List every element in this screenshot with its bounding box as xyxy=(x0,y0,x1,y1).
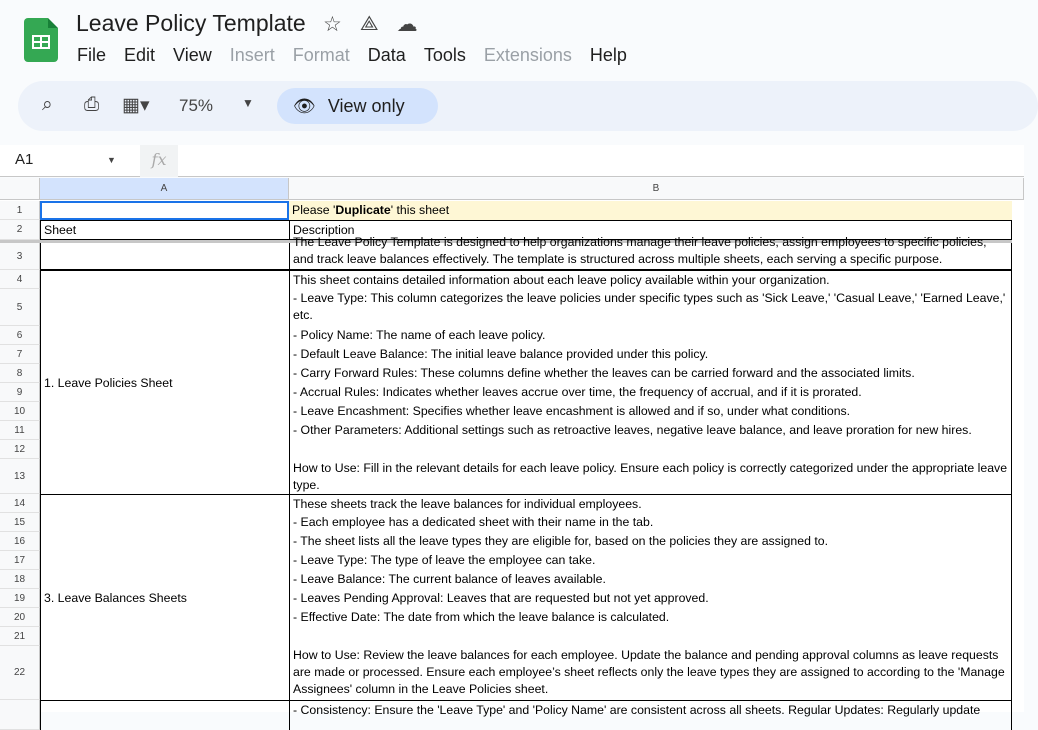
cell-b[interactable]: How to Use: Fill in the relevant details for each leave policy. Ensure each policy is correctly categorized under the appropriate leave type. xyxy=(289,459,1012,494)
cell-b[interactable]: - Leave Balance: The current balance of leaves available. xyxy=(289,570,1012,589)
row-header[interactable]: 17 xyxy=(0,551,40,570)
cell-b[interactable] xyxy=(289,627,1012,646)
menu-bar xyxy=(77,45,645,66)
cell-b[interactable]: - Other Parameters: Additional settings such as retroactive leaves, negative leave balance, and leave proration for new hires. xyxy=(289,421,1012,440)
cell-b[interactable]: - Carry Forward Rules: These columns define whether the leaves can be carried forward and the associated limits. xyxy=(289,364,1012,383)
row-header[interactable]: 5 xyxy=(0,289,40,326)
cell-a-leave-balances[interactable]: 3. Leave Balances Sheets xyxy=(40,494,289,700)
menu-view[interactable]: View xyxy=(173,45,212,65)
name-box[interactable]: A1 xyxy=(15,151,34,168)
row-header[interactable]: 16 xyxy=(0,532,40,551)
row-header[interactable]: 1 xyxy=(0,201,40,220)
row-header[interactable]: 4 xyxy=(0,270,40,289)
table-row xyxy=(0,201,1012,220)
spreadsheet-grid[interactable] xyxy=(0,178,1024,717)
select-all-corner[interactable] xyxy=(0,178,40,200)
row-header[interactable]: 21 xyxy=(0,627,40,646)
cell-b[interactable]: This sheet contains detailed information about each leave policy available within your organization. xyxy=(289,270,1012,289)
row-header[interactable] xyxy=(0,700,40,730)
search-icon[interactable]: ⌕ xyxy=(42,94,53,115)
cell-a2[interactable]: Sheet xyxy=(40,220,289,240)
cell-b[interactable]: These sheets track the leave balances for individual employees. xyxy=(289,494,1012,513)
row-header[interactable]: 15 xyxy=(0,513,40,532)
cell-a1[interactable] xyxy=(40,201,289,220)
row-header[interactable]: 8 xyxy=(0,364,40,383)
calculator-icon[interactable]: ▦▾ xyxy=(122,95,150,116)
cell-b[interactable]: - Leave Type: The type of leave the employee can take. xyxy=(289,551,1012,570)
cell-a[interactable] xyxy=(40,700,289,730)
row-header[interactable]: 3 xyxy=(0,243,40,270)
row-header[interactable]: 22 xyxy=(0,646,40,700)
menu-help[interactable]: Help xyxy=(589,45,627,65)
row-header[interactable]: 9 xyxy=(0,383,40,402)
menu-file[interactable]: File xyxy=(77,45,107,65)
cell-a-leave-policies[interactable]: 1. Leave Policies Sheet xyxy=(40,270,289,494)
move-to-drive-icon[interactable]: ⟁ xyxy=(359,12,379,35)
cell-b[interactable]: - Each employee has a dedicated sheet with their name in the tab. xyxy=(289,513,1012,532)
menu-tools[interactable]: Tools xyxy=(423,45,466,65)
table-row xyxy=(0,235,1012,270)
menu-extensions[interactable]: Extensions xyxy=(483,45,572,65)
cell-b3[interactable]: The Leave Policy Template is designed to help organizations manage their leave policies, assign employees to specific policies, and track leave balances effectively. The template is structured across multiple sheets, each serving a specific purpose. xyxy=(289,243,1012,270)
column-header-a[interactable]: A xyxy=(40,178,289,200)
row-header[interactable]: 2 xyxy=(0,220,40,240)
cell-b[interactable]: - Effective Date: The date from which the leave balance is calculated. xyxy=(289,608,1012,627)
cell-b[interactable]: - Policy Name: The name of each leave policy. xyxy=(289,326,1012,345)
formula-bar xyxy=(0,145,1024,177)
cell-b[interactable]: - Leave Type: This column categorizes the leave policies under specific types such as 'Sick Leave,' 'Casual Leave,' 'Earned Leave,' etc. xyxy=(289,289,1012,326)
row-header[interactable]: 18 xyxy=(0,570,40,589)
chevron-down-icon[interactable]: ▼ xyxy=(107,155,116,165)
cell-b[interactable]: - Leaves Pending Approval: Leaves that are requested but not yet approved. xyxy=(289,589,1012,608)
cell-b[interactable]: - Accrual Rules: Indicates whether leaves accrue over time, the frequency of accrual, and if it is prorated. xyxy=(289,383,1012,402)
row-header[interactable]: 10 xyxy=(0,402,40,421)
menu-data[interactable]: Data xyxy=(367,45,406,65)
row-header[interactable]: 14 xyxy=(0,494,40,513)
sheets-logo[interactable] xyxy=(24,18,58,62)
cell-b2[interactable]: Description xyxy=(289,220,1012,240)
menu-format[interactable]: Format xyxy=(292,45,350,65)
row-header[interactable]: 11 xyxy=(0,421,40,440)
cell-b[interactable] xyxy=(289,440,1012,459)
cell-b[interactable]: - Consistency: Ensure the 'Leave Type' and 'Policy Name' are consistent across all sheets. Regular Updates: Regularly update xyxy=(289,700,1012,730)
view-only-button[interactable]: 👁 View only xyxy=(277,88,438,124)
fx-icon: fx xyxy=(140,145,178,177)
star-icon[interactable]: ☆ xyxy=(323,13,342,36)
print-icon[interactable]: ⎙ xyxy=(84,94,100,115)
cell-b[interactable]: How to Use: Review the leave balances for each employee. Update the balance and pending approval columns as leave requests are made or processed. Ensure each employee’s sheet reflects only the leave types they are assigned to according to the 'Manage Assignees' column in the Leave Policies sheet. xyxy=(289,646,1012,700)
column-header-b[interactable]: B xyxy=(289,178,1024,200)
menu-insert[interactable]: Insert xyxy=(229,45,275,65)
cell-b[interactable]: - Leave Encashment: Specifies whether leave encashment is allowed and if so, under what conditions. xyxy=(289,402,1012,421)
cell-b[interactable]: - Default Leave Balance: The initial leave balance provided under this policy. xyxy=(289,345,1012,364)
row-header[interactable]: 13 xyxy=(0,459,40,494)
zoom-select[interactable]: 75% xyxy=(179,96,214,115)
row-header[interactable]: 7 xyxy=(0,345,40,364)
cloud-saved-icon[interactable]: ☁ xyxy=(396,13,418,36)
row-header[interactable]: 20 xyxy=(0,608,40,627)
row-header[interactable]: 12 xyxy=(0,440,40,459)
row-header[interactable]: 19 xyxy=(0,589,40,608)
cell-b[interactable]: - The sheet lists all the leave types they are eligible for, based on the policies they are assigned to. xyxy=(289,532,1012,551)
table-row xyxy=(0,700,1012,730)
cell-a3[interactable] xyxy=(40,243,289,270)
cell-b1[interactable]: Please 'Duplicate' this sheet xyxy=(289,201,1012,220)
eye-icon: 👁 xyxy=(293,95,316,116)
menu-edit[interactable]: Edit xyxy=(124,45,156,65)
document-title[interactable]: Leave Policy Template xyxy=(76,10,306,36)
row-header[interactable]: 6 xyxy=(0,326,40,345)
toolbar xyxy=(18,81,1038,131)
chevron-down-icon[interactable]: ▼ xyxy=(242,96,254,110)
